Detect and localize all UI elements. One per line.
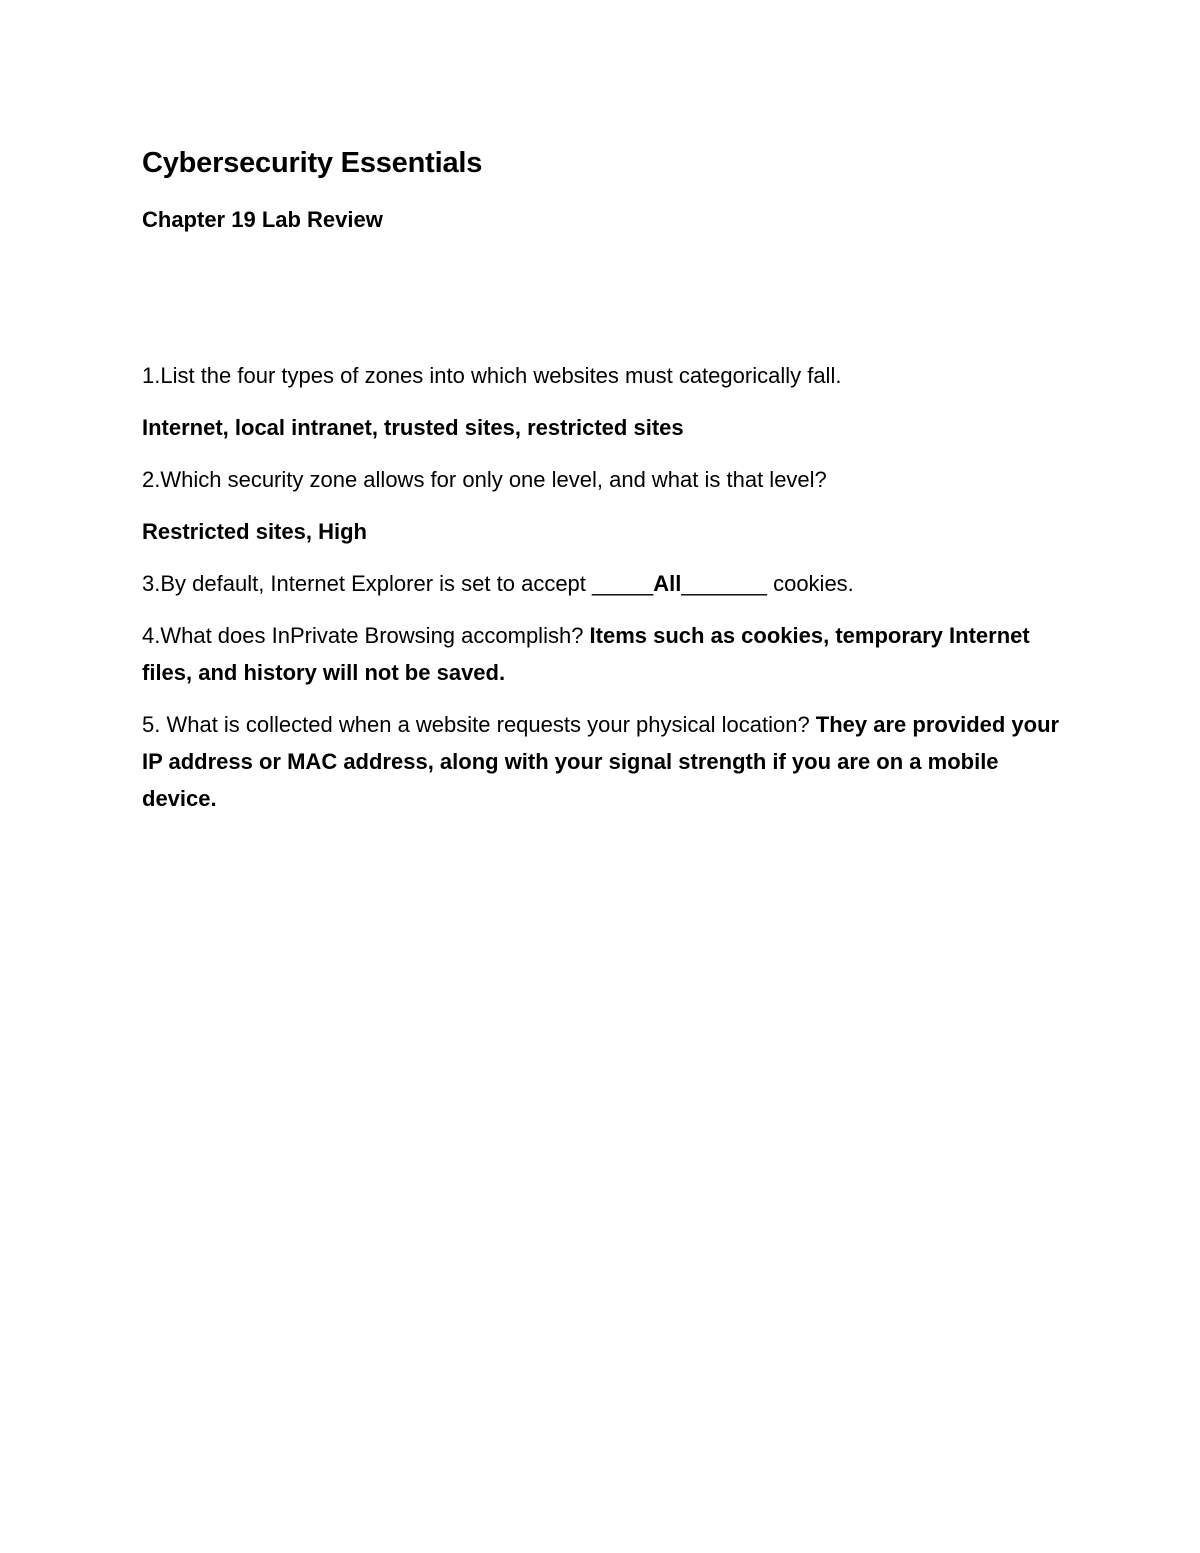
document-title: Cybersecurity Essentials	[142, 147, 483, 179]
answer-4: Items such as cookies, temporary Internet files, and history will not be saved.	[142, 623, 1030, 685]
answer-3: All	[653, 571, 682, 596]
question-4-text: 4.What does InPrivate Browsing accomplish?	[142, 623, 590, 648]
question-2: 2.Which security zone allows for only one level, and what is that level?	[142, 467, 827, 492]
answer-5: They are provided your IP address or MAC address, along with your signal strength if you are on a mobile device.	[142, 712, 1060, 811]
question-list	[142, 357, 1062, 817]
question-3-prefix: 3.By default, Internet Explorer is set to accept _____	[142, 571, 654, 596]
document-subtitle: Chapter 19 Lab Review	[142, 207, 383, 232]
question-3	[142, 565, 1062, 602]
question-5-text: 5. What is collected when a website requests your physical location?	[142, 712, 816, 737]
question-5	[142, 706, 1062, 817]
document-content	[142, 143, 1062, 832]
answer-2: Restricted sites, High	[142, 519, 367, 544]
question-3-suffix: _______ cookies.	[681, 571, 854, 596]
answer-1: Internet, local intranet, trusted sites, restricted sites	[142, 415, 684, 440]
question-4	[142, 617, 1062, 691]
question-1: 1.List the four types of zones into which websites must categorically fall.	[142, 363, 842, 388]
